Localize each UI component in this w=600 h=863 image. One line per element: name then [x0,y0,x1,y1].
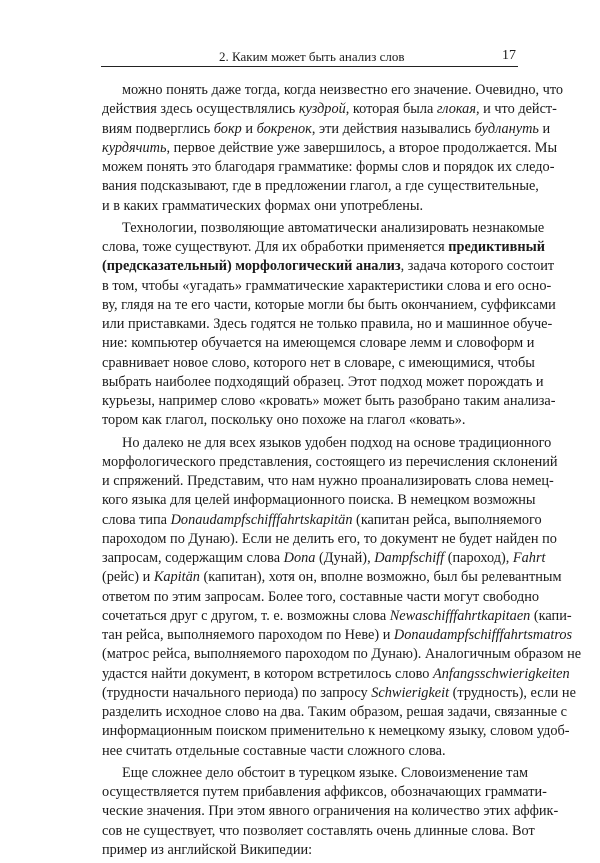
text-run: пример из английской Википедии: [102,841,313,858]
text-line [102,802,559,821]
text-run: вания подсказывают, где в предложении глагол, а где существительные, [102,178,539,195]
page-number: 17 [502,48,516,63]
text-run: ческие значения. При этом явного ограничения на количество этих аффик- [102,803,559,820]
text-run: , которая была [345,101,437,118]
text-run: пароходом по Дунаю). Если не делить его, то документ не будет найден по [102,530,557,547]
text-line [102,277,552,296]
text-line [102,568,562,587]
text-run: запросам, содержащим слова [102,550,284,566]
text-run: тан рейса, выполняемого пароходом по Неве) и [102,627,394,643]
text-run: и [241,120,257,137]
italic-term: куздрой [298,101,346,118]
italic-term: бокр [213,120,242,137]
text-run: ответом по этим запросам. Более того, составные части могут свободно [102,588,540,605]
text-run: и спряжений. Представим, что нам нужно проанализировать слова немец- [102,473,554,489]
text-run: удастся найти документ, в котором встретилось слово [102,665,434,682]
text-line [102,100,557,119]
text-run: сочетаться друг с другом, т. е. возможны слова [102,607,390,624]
text-line [102,238,545,257]
text-line [102,219,545,238]
text-line [102,645,582,664]
text-run: Технологии, позволяющие автоматически анализировать незнакомые [122,219,545,236]
text-line [102,139,558,158]
text-line [102,665,570,684]
text-run: сравнивает новое слово, которого нет в словаре, с имеющимися, чтобы [102,354,535,371]
text-run: (капитан рейса, выполняемого [352,511,542,528]
text-run: , эти действия назывались [311,120,475,137]
italic-term: Newaschifffahrtkapitaen [389,607,531,624]
text-line [102,453,558,472]
text-line [102,411,522,430]
text-line [102,722,570,741]
text-run: морфологического представления, состоящего из перечисления склонений [102,453,558,470]
text-line [102,626,573,645]
paragraph [102,81,564,216]
text-line [102,392,556,411]
text-run: слова типа [102,511,171,528]
text-run: виям подверглись [102,120,214,137]
text-line [102,197,522,216]
text-run: и в каких грамматических формах они употреблены. [102,197,424,214]
text-line [102,354,535,373]
text-run: можем понять это благодаря грамматике: формы слов и порядок их следо- [102,159,555,175]
body-text [102,81,582,863]
text-run: (трудность), если не [449,684,576,701]
text-line [102,549,546,568]
text-line [102,434,552,453]
text-line [102,703,568,722]
paragraph [102,764,559,860]
text-line [102,296,556,315]
text-run: выбрать наиболее подходящий образец. Этот подход может порождать и [102,373,544,390]
text-run: , задача которого состоит [400,258,555,275]
paragraph [102,434,582,761]
text-line [102,373,544,392]
text-run: тором как глагол, поскольку оно похоже на глагол «ковать». [102,412,466,429]
text-run: информационным поиском применительно к немецкому языку, словом удоб- [102,723,570,740]
text-line [102,315,553,334]
text-run: разделить исходное слово на два. Таким образом, решая задачи, связанные с [102,704,568,720]
italic-term: Kapitän [153,569,200,586]
text-run: (рейс) и [102,569,154,586]
chapter-title: 2. Каким может быть анализ слов [219,49,405,64]
text-run: (матрос рейса, выполняемого пароходом по Дунаю). Аналогичным образом не [102,646,582,663]
italic-term: Anfangsschwierigkeiten [433,665,570,682]
italic-term: бокренок [256,120,312,137]
text-run: Но далеко не для всех языков удобен подход на основе традиционного [122,434,552,451]
text-run: Еще сложнее дело обстоит в турецком языке. Словоизменение там [122,764,529,781]
text-run: (трудности начального периода) по запросу [102,684,372,701]
text-line [102,472,554,491]
paragraph [102,219,556,431]
text-run: слова, тоже существуют. Для их обработки применяется [102,239,449,255]
text-line [102,81,564,100]
text-run: сов не существует, что позволяет составлять очень длинные слова. Вот [102,822,535,839]
text-run: кого языка для целей информационного поиска. В немецком возможны [102,492,536,509]
text-line [102,764,529,783]
text-line [102,511,542,530]
text-run: действия здесь осуществлялись [102,101,299,118]
text-line [102,607,572,626]
text-line [102,588,540,607]
text-run: ву, глядя на те его части, которые могли бы быть окончанием, суффиксами [102,296,556,313]
text-run: ние: компьютер обучается на имеющемся словаре лемм и словоформ и [102,335,535,352]
text-line [102,491,536,510]
text-line [102,822,535,841]
text-line [102,158,555,177]
text-line [102,783,547,802]
text-line [102,684,576,703]
text-line [102,530,557,549]
italic-term: глокая [436,101,476,118]
text-line [102,177,539,196]
text-run: в том, чтобы «угадать» грамматические характеристики слова и его осно- [102,277,552,294]
text-run: , первое действие уже завершилось, а второе продолжается. Мы [166,139,558,156]
text-run: (пароход), [444,550,513,566]
italic-term: Schwierigkeit [371,684,450,701]
text-run: (капи- [530,607,572,624]
text-run: можно понять даже тогда, когда неизвестно его значение. Очевидно, что [122,82,564,98]
text-run: (капитан), хотя он, вполне возможно, был бы релевантным [199,569,562,586]
text-run: (Дунай), [315,550,375,566]
italic-term: Donaudampfschifffahrtskapitän [170,511,353,528]
text-run: и [538,120,551,137]
text-line [102,257,555,276]
bold-term: предиктивный [448,239,545,255]
bold-term: (предсказательный) морфологический анализ [102,258,401,275]
italic-term: курдячить [102,139,167,156]
italic-term: Dona [283,550,316,566]
text-line [102,120,551,139]
text-line [102,334,535,353]
text-line [102,841,522,860]
text-run: или приставками. Здесь годятся не только правила, но и машинное обуче- [102,316,553,332]
text-run: , и что дейст- [475,101,557,118]
text-run: нее считать отдельные составные части сложного слова. [102,742,446,759]
italic-term: Donaudampfschifffahrtsmatros [393,627,573,643]
text-run: осуществляется путем прибавления аффиксов, обозначающих граммати- [102,784,547,800]
italic-term: Dampfschiff [374,550,445,566]
text-line [102,742,522,761]
italic-term: Fahrt [512,550,546,566]
running-header [101,44,518,67]
italic-term: будлануть [474,120,539,137]
text-run: курьезы, например слово «кровать» может быть разобрано таким анализа- [102,393,556,409]
